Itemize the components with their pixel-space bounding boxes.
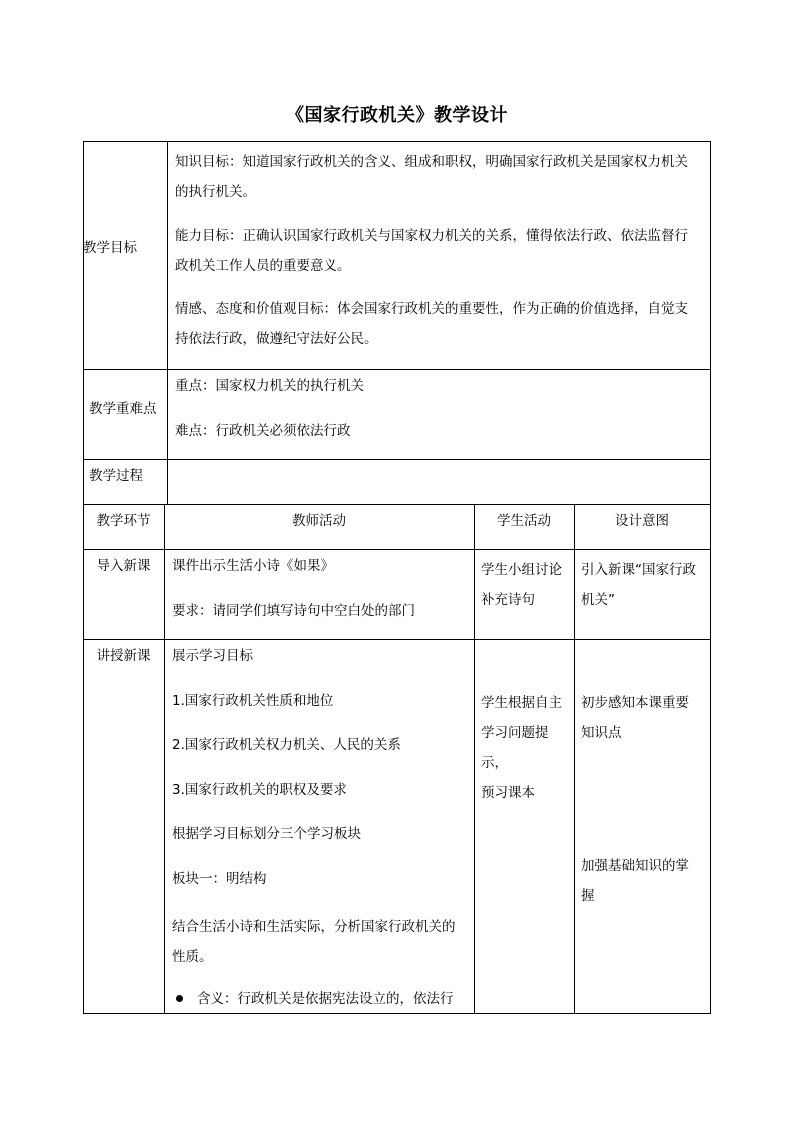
lecture-block1: 板块一：明结构 <box>172 871 267 887</box>
ability-goal <box>175 221 708 281</box>
header-teacher: 教师活动 <box>292 513 346 529</box>
lecture-student-line-3: 预习课本 <box>481 785 535 801</box>
intro-intent-line-1: 引入新课“国家行政 <box>581 562 696 578</box>
knowledge-goal-line-2: 的执行机关。 <box>175 184 256 200</box>
emotion-goal <box>175 294 708 354</box>
goals-label: 教学目标 <box>83 240 137 256</box>
lecture-goal-1: 1.国家行政机关性质和地位 <box>172 693 334 709</box>
keypoints-label: 教学重难点 <box>89 401 157 417</box>
key-point: 重点：国家权力机关的执行机关 <box>175 378 364 394</box>
lecture-bullet-text: 含义：行政机关是依据宪法设立的，依法行 <box>197 991 454 1007</box>
lecture-bullet-item <box>172 988 472 1010</box>
lecture-divide: 根据学习目标划分三个学习板块 <box>172 826 361 842</box>
page-title: 《国家行政机关》教学设计 <box>286 105 508 126</box>
bullet-icon <box>176 995 183 1002</box>
process-label: 教学过程 <box>89 468 143 484</box>
intro-student <box>481 555 573 615</box>
goals-content <box>175 147 708 207</box>
intro-student-line-1: 学生小组讨论 <box>481 562 562 578</box>
lecture-intent-1 <box>581 688 709 748</box>
difficult-point: 难点：行政机关必须依法行政 <box>175 423 351 439</box>
lecture-stage: 讲授新课 <box>96 648 151 664</box>
lecture-intent-1-line-2: 知识点 <box>581 725 622 741</box>
lecture-goal-2: 2.国家行政机关权力机关、人民的关系 <box>172 737 401 753</box>
lecture-analyze <box>172 912 472 972</box>
emotion-goal-line-1: 情感、态度和价值观目标：体会国家行政机关的重要性，作为正确的价值选择，自觉支 <box>175 301 688 317</box>
lecture-intent-2-line-2: 握 <box>581 888 595 904</box>
intro-teacher-2: 要求：请同学们填写诗句中空白处的部门 <box>172 603 415 619</box>
header-stage: 教学环节 <box>96 513 151 529</box>
lecture-intent-2-line-1: 加强基础知识的掌 <box>581 858 689 874</box>
header-student: 学生活动 <box>497 513 551 529</box>
lecture-student <box>481 688 573 808</box>
intro-stage: 导入新课 <box>96 558 151 574</box>
emotion-goal-line-2: 持依法行政，做遵纪守法好公民。 <box>175 331 378 347</box>
lecture-student-line-2: 学习问题提示， <box>481 725 549 771</box>
intro-intent <box>581 555 709 615</box>
ability-goal-line-2: 政机关工作人员的重要意义。 <box>175 258 351 274</box>
lecture-goal-3: 3.国家行政机关的职权及要求 <box>172 782 347 798</box>
lecture-intent-1-line-1: 初步感知本课重要 <box>581 695 689 711</box>
header-intent: 设计意图 <box>615 513 669 529</box>
lecture-analyze-line-1: 结合生活小诗和生活实际，分析国家行政机关的 <box>172 919 456 935</box>
lecture-show: 展示学习目标 <box>172 648 253 664</box>
ability-goal-line-1: 能力目标：正确认识国家行政机关与国家权力机关的关系，懂得依法行政、依法监督行 <box>175 228 688 244</box>
lecture-student-line-1: 学生根据自主 <box>481 695 562 711</box>
lecture-intent-2 <box>581 851 709 911</box>
knowledge-goal-line-1: 知识目标：知道国家行政机关的含义、组成和职权，明确国家行政机关是国家权力机关 <box>175 154 688 170</box>
intro-teacher-1: 课件出示生活小诗《如果》 <box>172 558 334 574</box>
lecture-analyze-line-2: 性质。 <box>172 949 213 965</box>
intro-student-line-2: 补充诗句 <box>481 592 535 608</box>
intro-intent-line-2: 机关” <box>581 592 615 608</box>
